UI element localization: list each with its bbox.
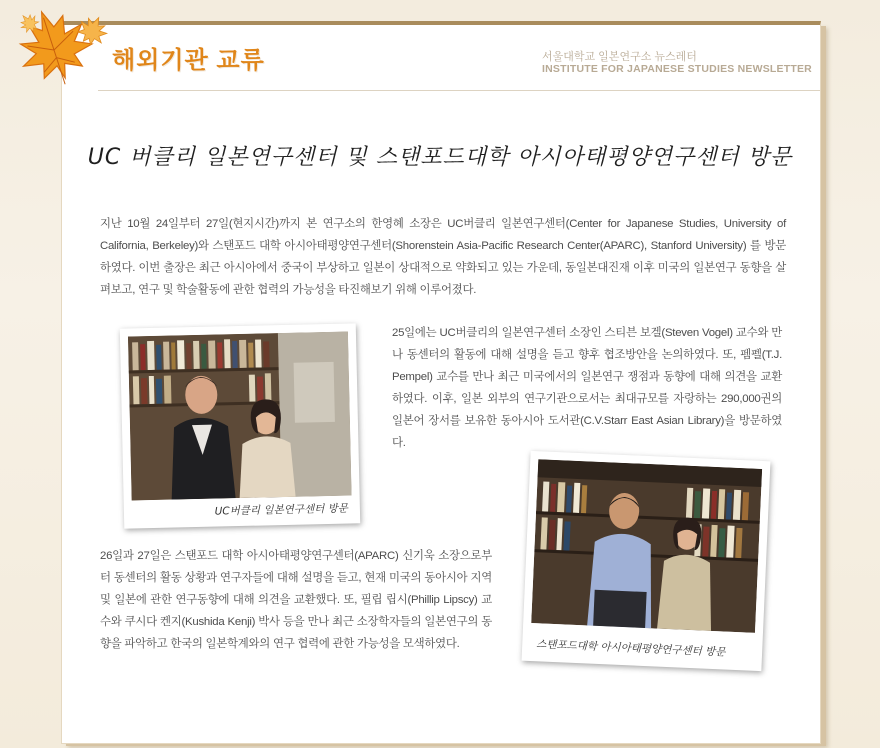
article-headline: UC 버클리 일본연구센터 및 스탠포드대학 아시아태평양연구센터 방문 [87, 145, 793, 170]
berkeley-photo [120, 323, 360, 528]
section-title: 해외기관 교류 [112, 47, 265, 74]
newsletter-name-english: INSTITUTE FOR JAPANESE STUDIES NEWSLETTER [542, 63, 812, 75]
newsletter-name-korean: 서울대학교 일본연구소 뉴스레터 [542, 51, 697, 63]
maple-leaf-icon [4, 4, 116, 94]
article-paragraph-berkeley: 25일에는 UC버클리의 일본연구센터 소장인 스티븐 보겔(Steven Vogel) 교수와 만나 동센터의 활동에 대해 설명을 듣고 향후 협조방안을 논의하였다. 또, 펨펠(T.J. Pempel) 교수를 만나 최근 미국에서의 일본연구 쟁점과 동향에 대해 의견을 교환하였다. 이후, 일본 외부의 연구기관으로서는 최대규모를 자랑하는 290,000권의 일본어 장서를 보유한 동아시아 도서관(C.V.Starr East Asian Library)을 방문하였다. [392, 327, 782, 449]
stanford-photo-caption: 스탠포드대학 아시아태평양연구센터 방문 [536, 638, 726, 659]
berkeley-photo-caption: UC버클리 일본연구센터 방문 [214, 502, 349, 518]
stanford-photo-image [531, 459, 762, 633]
stanford-photo [522, 451, 771, 671]
article-paragraph-intro: 지난 10월 24일부터 27일(현지시간)까지 본 연구소의 한영혜 소장은 UC버클리 일본연구센터(Center for Japanese Studies, University of California, Berkeley)와 스탠포드 대학 아시아태평양연구센터(Shorenstein Asia-Pacific Research Center(APARC), Stanford University) 를 방문하였다. 이번 출장은 최근 아시아에서 중국이 부상하고 일본이 상대적으로 약화되고 있는 가운데, 동일본대진재 이후 미국의 일본연구 동향을 살펴보고, 연구 및 학술활동에 관한 협력의 가능성을 타진해보기 위해 이루어졌다. [100, 218, 786, 296]
berkeley-photo-image [128, 332, 352, 501]
header-divider [98, 90, 820, 91]
article-paragraph-stanford: 26일과 27일은 스탠포드 대학 아시아태평양연구센터(APARC) 신기욱 소장으로부터 동센터의 활동 상황과 연구자들에 대해 설명을 듣고, 현재 미국의 동아시아 지역 및 일본에 관한 연구동향에 대해 의견을 교환했다. 또, 필립 립시(Phillip Lipscy) 교수와 쿠시다 켄지(Kushida Kenji) 박사 등을 만나 최근 소장학자들의 일본연구의 동향을 파악하고 한국의 일본학계와의 연구 협력에 관한 가능성을 모색하였다. [100, 550, 492, 650]
